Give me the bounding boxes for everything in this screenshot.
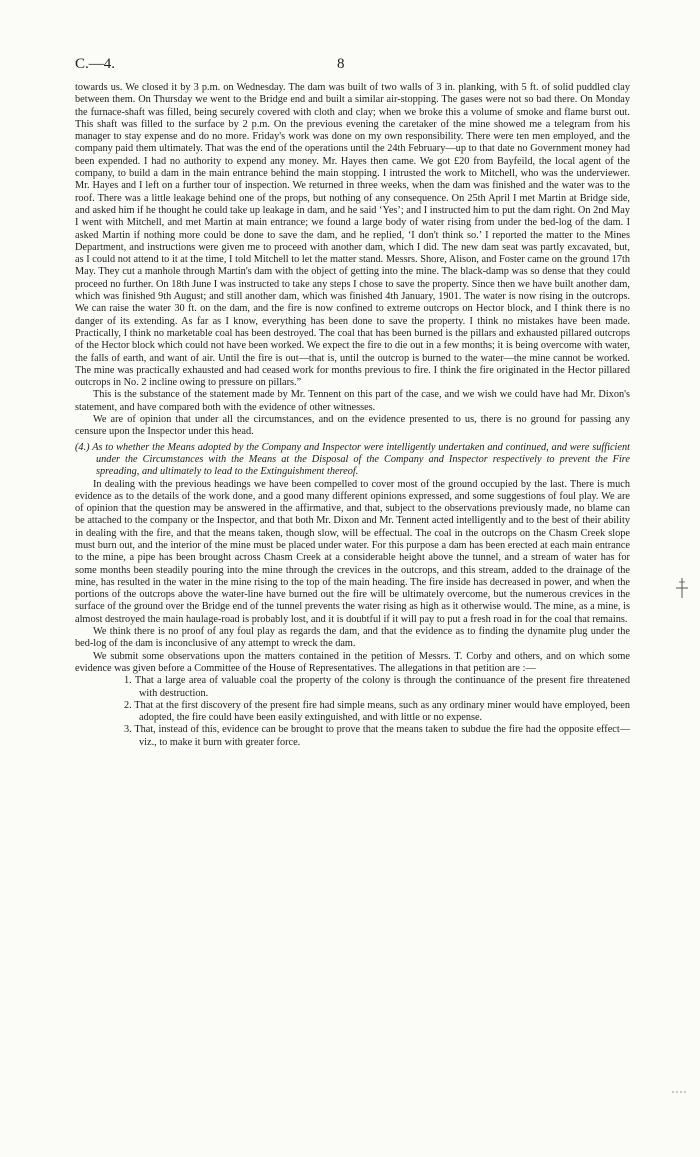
list-item: 2. That at the first discovery of the present fire had simple means, such as any ordinary miner would have employed, been adopted, the fire could have been easily extinguished, and with little or no expense. [124, 699, 630, 724]
paragraph-opinion: We are of opinion that under all the circumstances, and on the evidence presented to us, there is no ground for passing any censure upon the Inspector under this head. [75, 414, 630, 438]
paragraph-foul-play: We think there is no proof of any foul play as regards the dam, and that the evidence as to finding the dynamite plug under the bed-log of the dam is inconclusive of any attempt to wreck the dam. [75, 626, 630, 650]
document-page [75, 56, 630, 749]
document-reference: C.—4. [75, 56, 116, 72]
section-heading-4: (4.) As to whether the Means adopted by the Company and Inspector were intelligently undertaken and continued, and were sufficient under the Circumstances with the Means at the Disposal of the Company and Inspector respectively to prevent the Fire spreading, and ultimately to lead to the Extinguishment thereof. [75, 441, 630, 478]
page-header [75, 56, 630, 82]
paragraph-dealing: In dealing with the previous headings we have been compelled to cover most of the ground occupied by the last. There is much evidence as to the details of the work done, and a good many different opinions expressed, and some suggestions of foul play. We are of opinion that the question may be answered in the affirmative, and that, subject to the observations previously made, no blame can be attached to the company or the Inspector, and that both Mr. Dixon and Mr. Tennent acted intelligently and to the best of their ability in dealing with the fire, and that the means taken, though slow, will be effectual. The coal in the outcrops on the Chasm Creek slope must burn out, and the interior of the mine must be placed under water. For this purpose a dam has been erected at each main entrance to the mine, a pipe has been brought across Chasm Creek at a considerable height above the tunnel, and a stream of water has for some months been steadily pouring into the mine through the crevices in the outcrops, and this stream, added to the drainage of the mine, has resulted in the water in the mine rising to the top of the main heading. The fire inside has decreased in power, and when the portions of the outcrops above the water-line have burned out the fire will be ultimately overcome, but the numerous crevices in the surface of the ground over the Bridge end of the tunnel prevents the water rising as high as it otherwise would. The mine, as a mine, is almost destroyed the main haulage-road is probably lost, and it is doubtful if it will pay to put a fresh road in for the coal that remains. [75, 478, 630, 625]
allegations-list [75, 675, 630, 749]
list-item: 1. That a large area of valuable coal the property of the colony is through the continuance of the present fire threatened with destruction. [124, 675, 630, 699]
statement-continuation: towards us. We closed it by 3 p.m. on Wednesday. The dam was built of two walls of 3 in. planking, with 5 ft. of solid puddled clay between them. On Thursday we went to the Bridge end and built a similar air-stopping. The gases were not so bad there. On Monday the furnace-shaft was filled, being securely covered with cloth and clay; when we broke this a volume of smoke and flame burst out. This shaft was filled to the surface by 2 p.m. On the previous evening the caretaker of the mine showed me a telegram from his manager to stay expense and do no more. Friday's work was done on my own responsibility. There were ten men employed, and the company paid them ultimately. That was the end of the operations until the 24th February—up to that date no Government money had been expended. I had no authority to expend any money. Mr. Hayes then came. We got £20 from Bayfeild, the local agent of the company, to build a dam in the main entrance behind the main stopping. I intrusted the work to Mitchell, who was the underviewer. Mr. Hayes and I left on a further tour of inspection. We returned in three weeks, when the dam was finished and the water was to the roof. There was a little leakage behind one of the props, but nothing of any consequence. On 25th April I met Martin at Bridge side, and asked him if he thought he could take up leakage in dam, and he said ‘Yes’; and I instructed him to put the dam right. On 2nd May I went with Mitchell, and met Martin at main entrance; we found a large body of water rising from under the bed-log of the dam. I asked Martin if nothing more could be done to save the dam, and he replied, ‘I don't think so.’ I reported the matter to the Mines Department, and instructions were given me to proceed with another dam, which I did. The new dam seat was partly excavated, but, as I could not attend to it at the time, I told Mitchell to let the matter stand. Messrs. Shore, Alison, and Foster came on the ground 17th May. They cut a manhole through Martin's dam with the object of getting into the mine. The black-damp was so dense that they could proceed no further. On 18th June I was instructed to take any steps I chose to save the property. Since then we have built another dam, which was finished 9th August; and still another dam, which was finished 4th January, 1901. The water is now rising in the outcrops. We can raise the water 30 ft. on the dam, and the fire is now confined to extreme outcrops on Hector block, and I think there is no danger of its extending. As far as I know, everything has been done to save the property. I think no mistakes have been made. Practically, I think no marketable coal has been destroyed. The coal that has been burned is the pillars and exhausted pillared outcrops of the Hector block which could not have been worked. We expect the fire to die out in a few months; it is being overcome with water, the falls of earth, and want of air. Until the fire is out—that is, until the outcrop is burned to the water—the mine cannot be worked. The mine was practically exhausted and had ceased work for months previous to fire. I think the fire originated in the Hector pillared outcrops in No. 2 incline owing to pressure on pillars.” [75, 82, 630, 389]
page-number: 8 [337, 56, 345, 72]
paragraph-substance: This is the substance of the statement made by Mr. Tennent on this part of the case, and we wish we could have had Mr. Dixon's statement, and have compared both with the evidence of other witnesses. [75, 389, 630, 413]
margin-crosshair-icon [676, 578, 688, 601]
paragraph-petition: We submit some observations upon the matters contained in the petition of Messrs. T. Corby and others, and on which some evidence was given before a Committee of the House of Representatives. The allegations in that petition are :— [75, 650, 630, 674]
list-item: 3. That, instead of this, evidence can be brought to prove that the means taken to subdue the fire had the opposite effect—viz., to make it burn with greater force. [124, 724, 630, 748]
body-text [75, 82, 630, 749]
margin-tick-icon [672, 1088, 688, 1099]
